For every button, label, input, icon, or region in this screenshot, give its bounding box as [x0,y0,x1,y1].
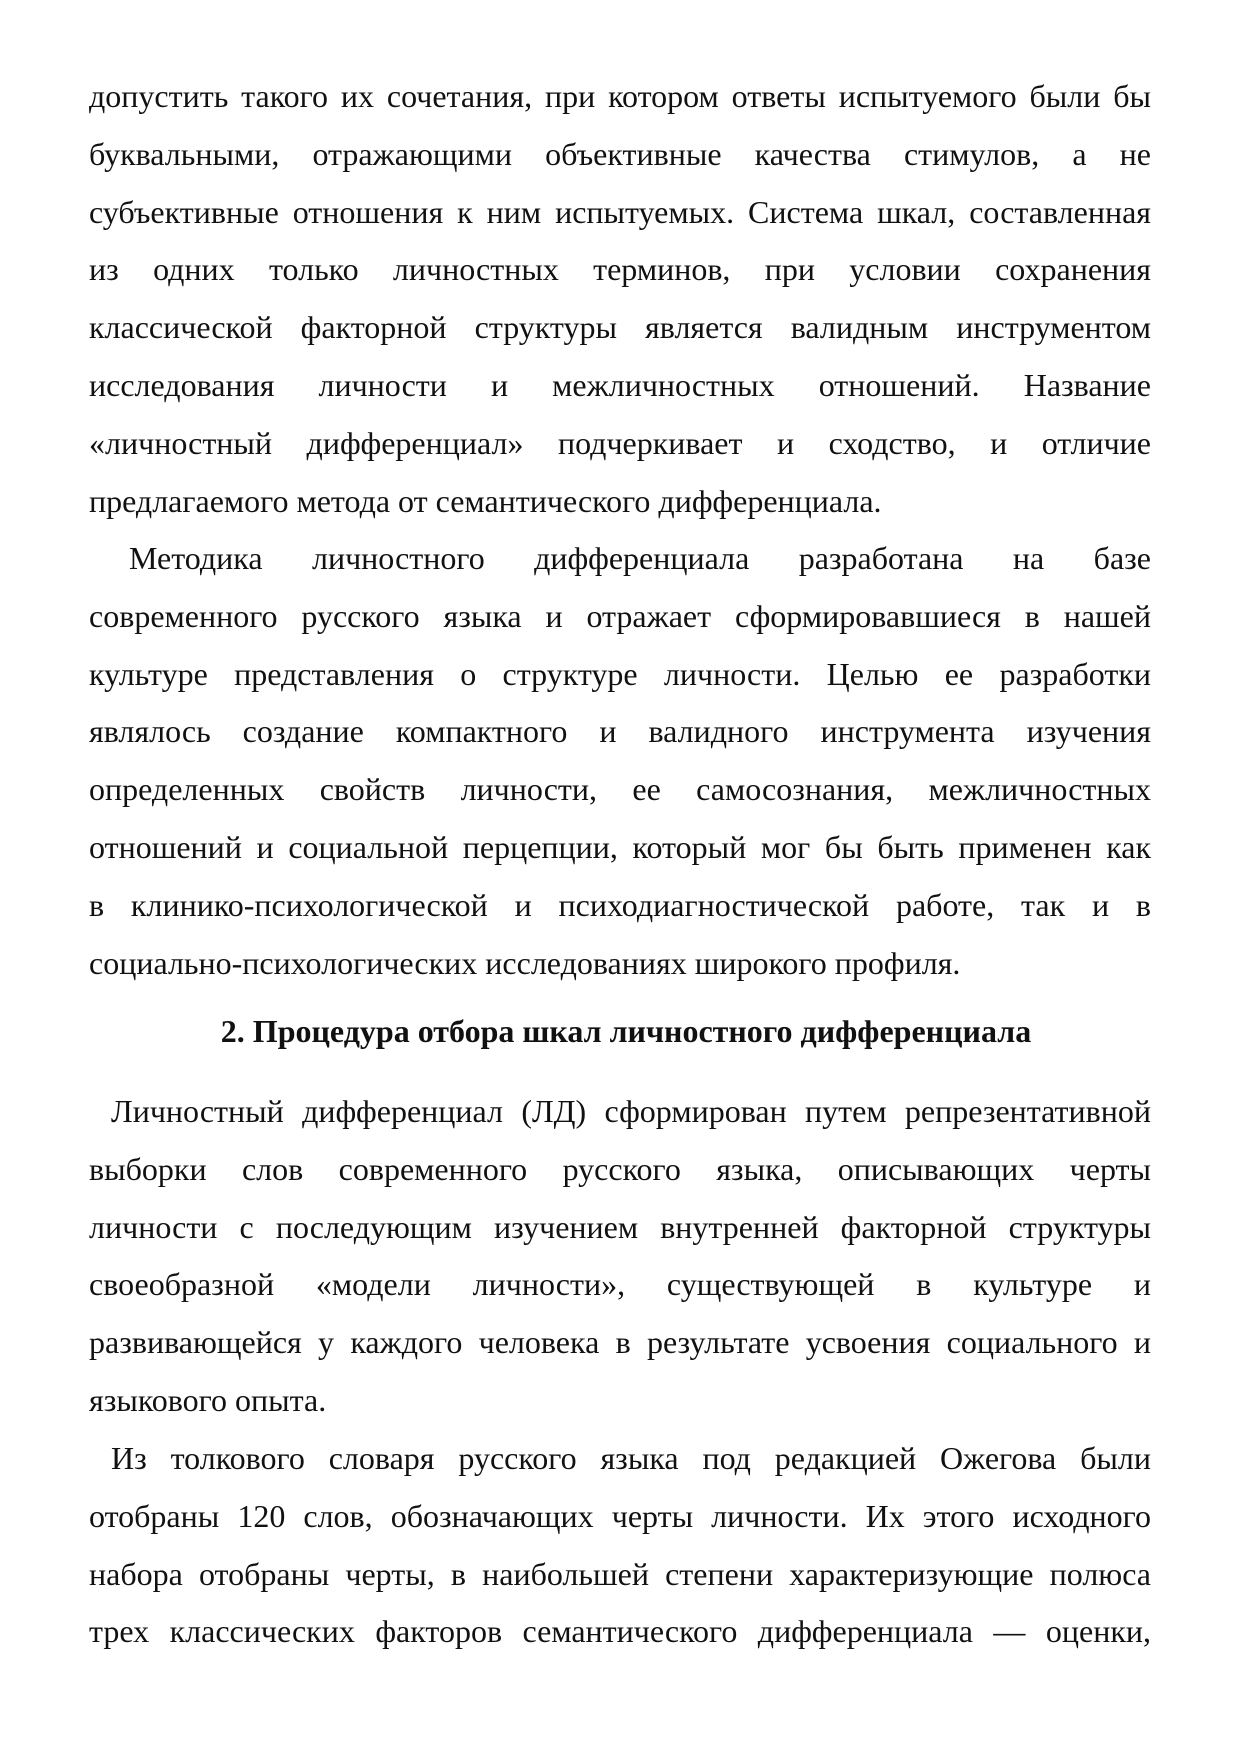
text-line: социально-психологических исследованиях широкого профиля. [89,944,961,981]
text-line: Личностный дифференциал (ЛД) сформирован путем репрезентативной [111,1093,1151,1129]
text-line: допустить такого их сочетания, при котором ответы испытуемого были бы [89,78,1151,114]
text-line: из одних только личностных терминов, при условии сохранения [89,251,1151,288]
text-line: классической факторной структуры является валидным инструментом [89,309,1151,346]
text-line: выборки слов современного русского языка, описывающих черты [89,1150,1151,1187]
paragraph-ld [89,1083,1151,1430]
paragraph-method [89,530,1151,992]
text-line: своеобразной «модели личности», существующей в культуре и [89,1266,1151,1303]
text-line: «личностный дифференциал» подчеркивает и сходство, и отличие [89,424,1151,461]
text-line: определенных свойств личности, ее самосознания, межличностных [89,771,1151,808]
paragraph-dictionary [89,1430,1151,1661]
text-line: предлагаемого метода от семантического дифференциала. [89,482,882,519]
text-line: отобраны 120 слов, обозначающих черты личности. Их этого исходного [89,1497,1151,1534]
text-line: отношений и социальной перцепции, который мог бы быть применен как [89,828,1151,865]
text-line: набора отобраны черты, в наибольшей степени характеризующие полюса [89,1555,1151,1592]
paragraph-continuation [89,68,1151,530]
text-line: личности с последующим изучением внутренней факторной структуры [89,1208,1151,1245]
text-line: буквальными, отражающими объективные качества стимулов, а не [89,135,1151,172]
text-line: субъективные отношения к ним испытуемых. Система шкал, составленная [89,193,1151,230]
text-line: развивающейся у каждого человека в результате усвоения социального и [89,1324,1151,1361]
text-line: исследования личности и межличностных отношений. Название [89,366,1151,403]
text-line: языкового опыта. [89,1381,327,1418]
text-line: культуре представления о структуре личности. Целью ее разработки [89,655,1151,692]
text-line: современного русского языка и отражает сформировавшиеся в нашей [89,597,1151,634]
text-line: в клинико-психологической и психодиагностической работе, так и в [89,886,1151,923]
section-heading: 2. Процедура отбора шкал личностного дифференциала [220,1013,1032,1049]
text-line: трех классических факторов семантического дифференциала — оценки, [89,1613,1151,1650]
text-line: Из толкового словаря русского языка под редакцией Ожегова были [111,1440,1151,1476]
text-line: являлось создание компактного и валидного инструмента изучения [89,713,1151,750]
text-line: Методика личностного дифференциала разработана на базе [129,540,1151,576]
